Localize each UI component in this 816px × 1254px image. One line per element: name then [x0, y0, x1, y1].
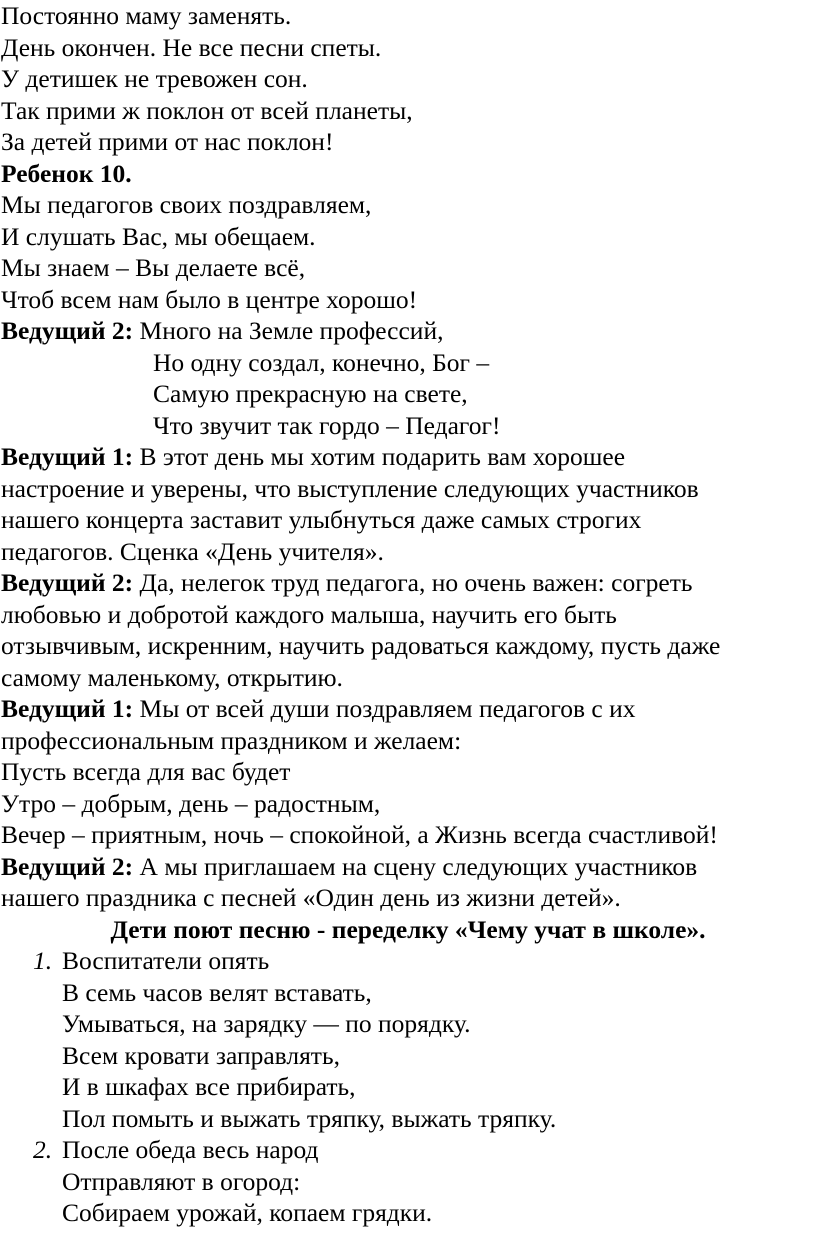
- song-line: Умываться, на зарядку — по порядку.: [62, 1009, 471, 1038]
- text-line: профессиональным праздником и желаем:: [1, 725, 462, 755]
- text-line: Мы педагогов своих поздравляем,: [1, 190, 372, 219]
- speaker-label: Ведущий 2:: [1, 851, 134, 881]
- verse-line: Что звучит так гордо – Педагог!: [153, 410, 501, 440]
- text-line: нашего концерта заставит улыбнуться даже самых строгих: [1, 505, 642, 534]
- text-line: Постоянно маму заменять.: [1, 1, 292, 30]
- text-line: И слушать Вас, мы обещаем.: [1, 221, 316, 251]
- text-line: любовью и добротой каждого малыша, научить его быть: [1, 599, 617, 629]
- song-line: Отправляют в огород:: [62, 1166, 301, 1196]
- song-line-text: После обеда весь народ: [62, 1135, 319, 1164]
- text-line: День окончен. Не все песни спеты.: [1, 32, 382, 62]
- verse-line: Самую прекрасную на свете,: [153, 379, 468, 408]
- song-line: Всем кровати заправлять,: [62, 1040, 340, 1070]
- song-line: [0, 945, 816, 977]
- verse-number: 2.: [33, 1135, 53, 1164]
- speaker-text: Да, нелегок труд педагога, но очень важен: согреть: [133, 568, 693, 597]
- text-line: Вечер – приятным, ночь – спокойной, а Жизнь всегда счастливой!: [1, 820, 718, 849]
- text-line: настроение и уверены, что выступление следующих участников: [1, 473, 699, 503]
- text-line: Утро – добрым, день – радостным,: [1, 788, 381, 818]
- speaker-label: Ведущий 1:: [1, 694, 134, 723]
- speaker-label: Ведущий 2:: [1, 316, 134, 345]
- verse-number: 1.: [33, 946, 53, 975]
- song-title: Дети поют песню - переделку «Чему учат в школе».: [110, 914, 706, 944]
- speaker-label: Ведущий 2:: [1, 568, 134, 597]
- speaker-line: [0, 567, 816, 599]
- text-line: За детей прими от нас поклон!: [1, 127, 334, 156]
- speaker-text: В этот день мы хотим подарить вам хорошее: [133, 442, 626, 471]
- speaker-text: Мы от всей души поздравляем педагогов с их: [133, 694, 636, 723]
- song-line: И в шкафах все прибирать,: [62, 1072, 356, 1101]
- speaker-line: [0, 693, 816, 725]
- speaker-line: [0, 441, 816, 473]
- text-line: педагогов. Сценка «День учителя».: [1, 536, 384, 566]
- song-line: Собираем урожай, копаем грядки.: [62, 1198, 433, 1227]
- speaker-heading: Ребенок 10.: [1, 158, 132, 188]
- text-line: Чтоб всем нам было в центре хорошо!: [1, 284, 418, 314]
- text-line: Так прими ж поклон от всей планеты,: [1, 95, 413, 125]
- text-line: самому маленькому, открытию.: [1, 662, 343, 692]
- text-line: отзывчивым, искренним, научить радоваться каждому, пусть даже: [1, 631, 721, 660]
- song-line: [0, 1134, 816, 1166]
- speaker-text: А мы приглашаем на сцену следующих участников: [133, 851, 698, 881]
- speaker-text: Много на Земле профессий,: [133, 316, 444, 345]
- text-line: Мы знаем – Вы делаете всё,: [1, 253, 306, 282]
- speaker-line: [0, 315, 816, 347]
- text-line: У детишек не тревожен сон.: [1, 64, 308, 93]
- text-line: нашего праздника с песней «Один день из жизни детей».: [1, 883, 621, 912]
- song-line: В семь часов велят вставать,: [62, 977, 372, 1007]
- text-line: Пусть всегда для вас будет: [1, 757, 291, 786]
- speaker-line: [0, 851, 816, 883]
- verse-line: Но одну создал, конечно, Бог –: [153, 347, 490, 377]
- speaker-label: Ведущий 1:: [1, 442, 134, 471]
- song-line-text: Воспитатели опять: [62, 946, 270, 975]
- song-line: Пол помыть и выжать тряпку, выжать тряпку.: [62, 1103, 557, 1133]
